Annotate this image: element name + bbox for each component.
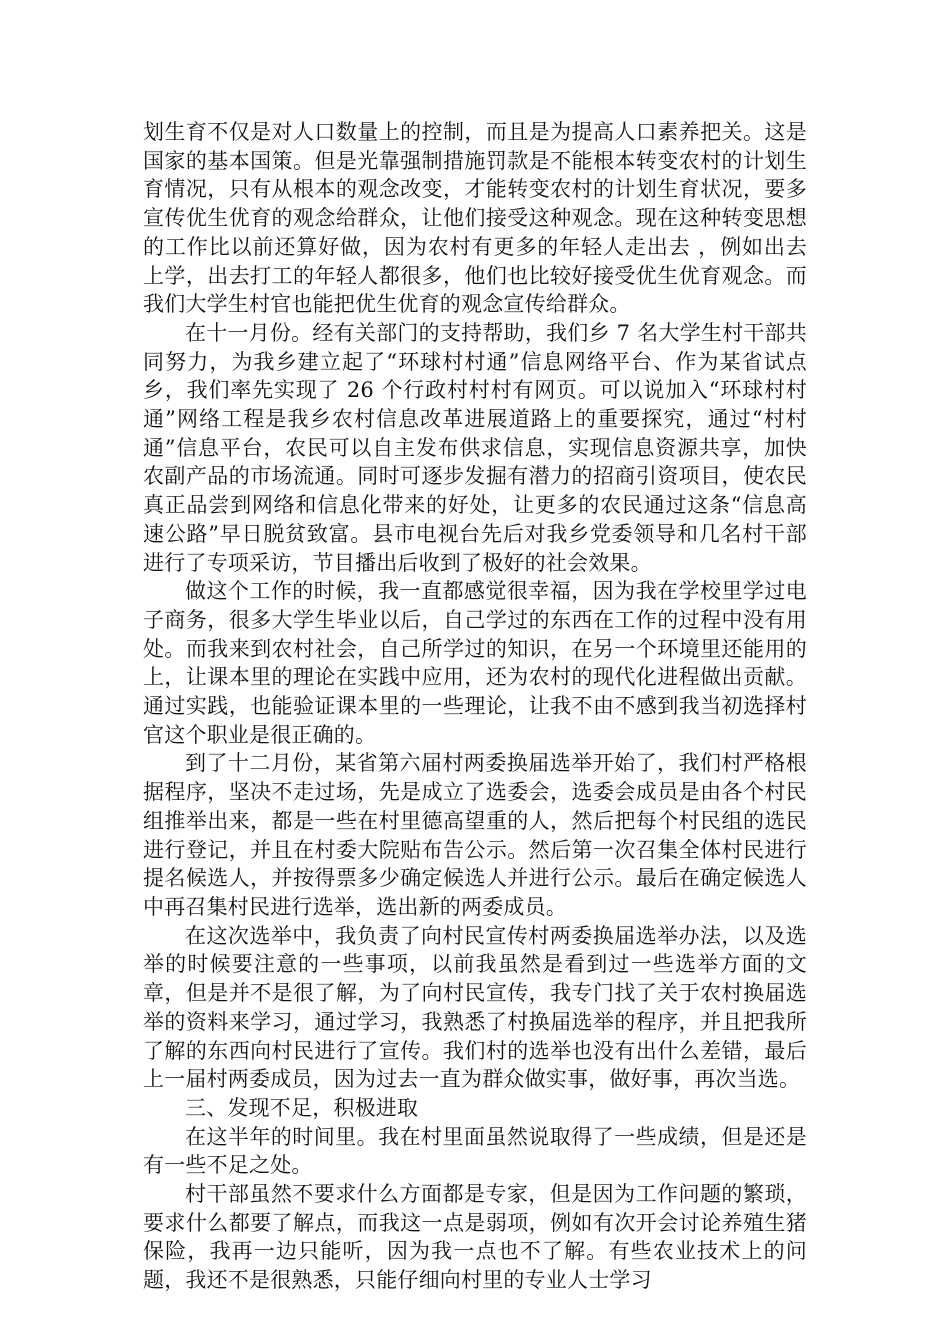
paragraph-election-process: 到了十二月份，某省第六届村两委换届选举开始了，我们村严格根据程序，坚决不走过场，先是成立了选委会，选委会成员是由各个村民组推举出来，都是一些在村里德高望重的人，然后把每个村民组的选民进行登记，并且在村委大院贴布告公示。然后第一次召集全体村民进行提名候选人，并按得票多少确定候选人并进行公示。最后在确定候选人中再召集村民进行选举，选出新的两委成员。	[143, 751, 807, 919]
paragraph-network-platform: 在十一月份。经有关部门的支持帮助，我们乡 7 名大学生村干部共同努力，为我乡建立起了“环球村村通”信息网络平台、作为某省试点乡，我们率先实现了 26 个行政村村村有网页。可以说加入“环球村村通”网络工程是我乡农村信息改革进展道路上的重要探究，通过“村村通”信息平台，农民可以自主发布供求信息，实现信息资源共享，加快农副产品的市场流通。同时可逐步发掘有潜力的招商引资项目，使农民真正品尝到网络和信息化带来的好处，让更多的农民通过这条“信息高速公路”早日脱贫致富。县市电视台先后对我乡党委领导和几名村干部进行了专项采访，节目播出后收到了极好的社会效果。	[143, 320, 807, 575]
paragraph-election-publicity: 在这次选举中，我负责了向村民宣传村两委换届选举办法，以及选举的时候要注意的一些事项，以前我虽然是看到过一些选举方面的文章，但是并不是很了解，为了向村民宣传，我专门找了关于农村换届选举的资料来学习，通过学习，我熟悉了村换届选举的程序，并且把我所了解的东西向村民进行了宣传。我们村的选举也没有出什么差错，最后上一届村两委成员，因为过去一直为群众做实事，做好事，再次当选。	[143, 923, 807, 1092]
section-heading-shortcomings: 三、发现不足，积极进取	[185, 1095, 419, 1120]
paragraph-family-planning: 划生育不仅是对人口数量上的控制，而且是为提高人口素养把关。这是国家的基本国策。但是光靠强制措施罚款是不能根本转变农村的计划生育情况，只有从根本的观念改变，才能转变农村的计划生育状况，要多宣传优生优育的观念给群众，让他们接受这种观念。现在这种转变思想的工作比以前还算好做，因为农村有更多的年轻人走出去 ，例如出去上学，出去打工的年轻人都很多，他们也比较好接受优生优育观念。而我们大学生村官也能把优生优育的观念宣传给群众。	[143, 120, 807, 317]
document-body	[143, 118, 807, 1295]
paragraph-ecommerce-reflection: 做这个工作的时候，我一直都感觉很幸福，因为我在学校里学过电子商务，很多大学生毕业以后，自己学过的东西在工作的过程中没有用处。而我来到农村社会，自己所学过的知识，在另一个环境里还能用的上，让课本里的理论在实践中应用，还为农村的现代化进程做出贡献。通过实践，也能验证课本里的一些理论，让我不由不感到我当初选择村官这个职业是很正确的。	[143, 579, 807, 747]
paragraph-half-year-summary: 在这半年的时间里。我在村里面虽然说取得了一些成绩，但是还是有一些不足之处。	[143, 1124, 807, 1178]
paragraph-weaknesses: 村干部虽然不要求什么方面都是专家，但是因为工作问题的繁琐，要求什么都要了解点，而我这一点是弱项，例如有次开会讨论养殖生猪保险，我再一边只能听，因为我一点也不了解。有些农业技术上的问题，我还不是很熟悉，只能仔细向村里的专业人士学习	[143, 1182, 807, 1293]
